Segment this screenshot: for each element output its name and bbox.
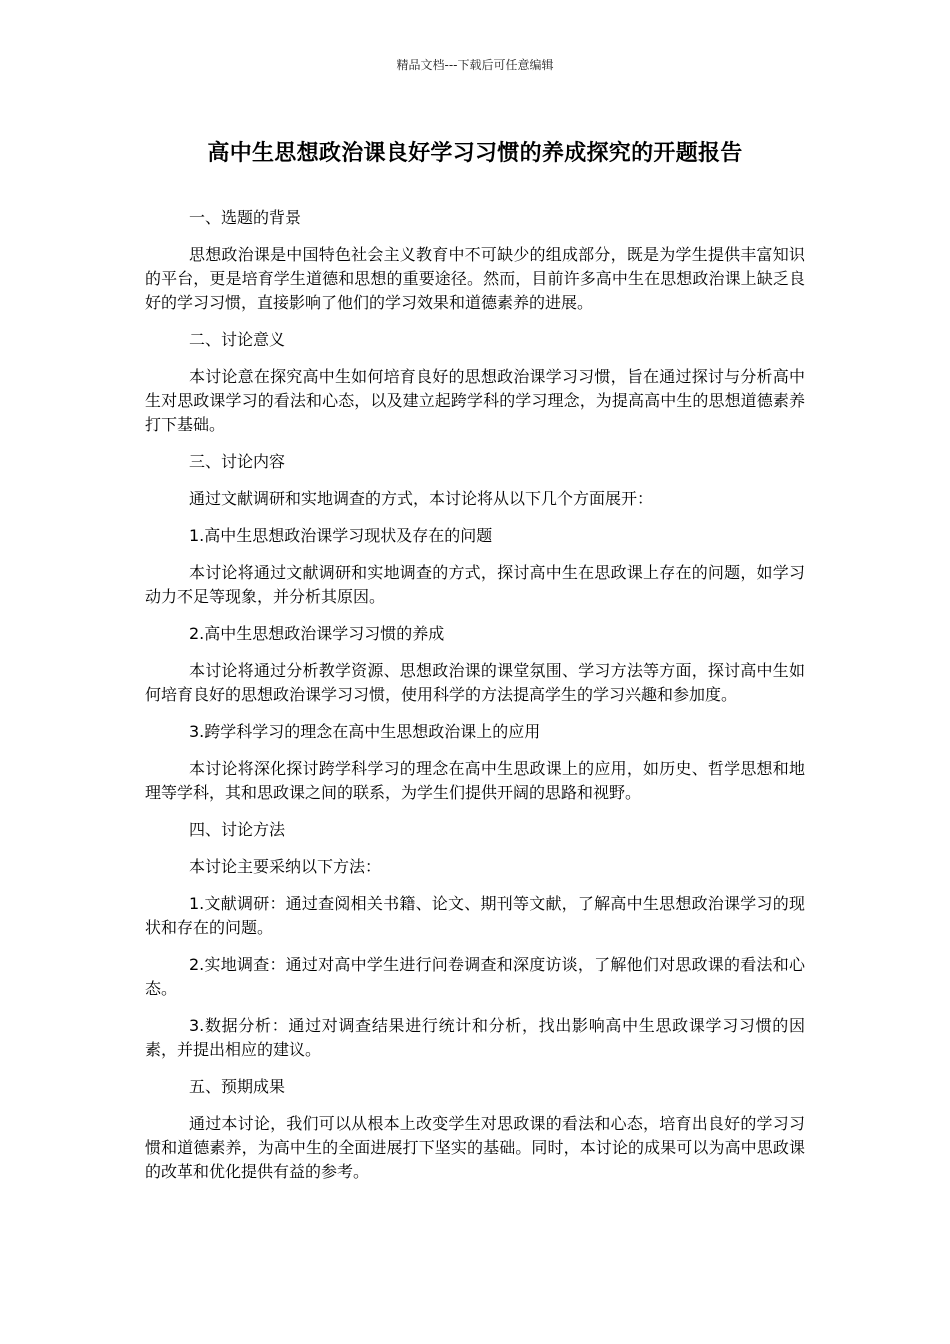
- method-item-3: 3.数据分析：通过对调查结果进行统计和分析，找出影响高中生思政课学习习惯的因素，并提出相应的建议。: [145, 1016, 805, 1059]
- subheading-content-2: 2.高中生思想政治课学习习惯的养成: [189, 624, 445, 643]
- paragraph-methods-intro: 本讨论主要采纳以下方法：: [189, 857, 382, 876]
- paragraph-content-2: 本讨论将通过分析教学资源、思想政治课的课堂氛围、学习方法等方面，探讨高中生如何培育良好的思想政治课学习习惯，使用科学的方法提高学生的学习兴趣和参加度。: [145, 661, 805, 704]
- section-heading-outcomes: 五、预期成果: [189, 1077, 286, 1096]
- paragraph-content-intro: 通过文献调研和实地调查的方式，本讨论将从以下几个方面展开：: [189, 489, 654, 508]
- section-heading-content: 三、讨论内容: [189, 452, 286, 471]
- paragraph-content-3: 本讨论将深化探讨跨学科学习的理念在高中生思政课上的应用，如历史、哲学思想和地理等学科，其和思政课之间的联系，为学生们提供开阔的思路和视野。: [145, 759, 805, 802]
- subheading-content-1: 1.高中生思想政治课学习现状及存在的问题: [189, 526, 493, 545]
- section-heading-methods: 四、讨论方法: [189, 820, 286, 839]
- page-header-note: 精品文档---下载后可任意编辑: [396, 58, 554, 72]
- paragraph-background: 思想政治课是中国特色社会主义教育中不可缺少的组成部分，既是为学生提供丰富知识的平台，更是培育学生道德和思想的重要途径。然而，目前许多高中生在思想政治课上缺乏良好的学习习惯，直接影响了他们的学习效果和道德素养的进展。: [145, 245, 805, 312]
- section-heading-background: 一、选题的背景: [189, 208, 302, 227]
- method-item-2: 2.实地调查：通过对高中学生进行问卷调查和深度访谈，了解他们对思政课的看法和心态。: [145, 955, 805, 998]
- method-item-1: 1.文献调研：通过查阅相关书籍、论文、期刊等文献，了解高中生思想政治课学习的现状和存在的问题。: [145, 894, 805, 937]
- section-heading-significance: 二、讨论意义: [189, 330, 286, 349]
- paragraph-significance: 本讨论意在探究高中生如何培育良好的思想政治课学习习惯，旨在通过探讨与分析高中生对思政课学习的看法和心态，以及建立起跨学科的学习理念，为提高高中生的思想道德素养打下基础。: [145, 367, 805, 434]
- paragraph-content-1: 本讨论将通过文献调研和实地调查的方式，探讨高中生在思政课上存在的问题，如学习动力不足等现象，并分析其原因。: [145, 563, 805, 606]
- subheading-content-3: 3.跨学科学习的理念在高中生思想政治课上的应用: [189, 722, 541, 741]
- paragraph-outcomes: 通过本讨论，我们可以从根本上改变学生对思政课的看法和心态，培育出良好的学习习惯和道德素养，为高中生的全面进展打下坚实的基础。同时，本讨论的成果可以为高中思政课的改革和优化提供有益的参考。: [145, 1114, 805, 1181]
- document-body: [145, 206, 805, 1197]
- document-title: 高中生思想政治课良好学习习惯的养成探究的开题报告: [207, 141, 743, 166]
